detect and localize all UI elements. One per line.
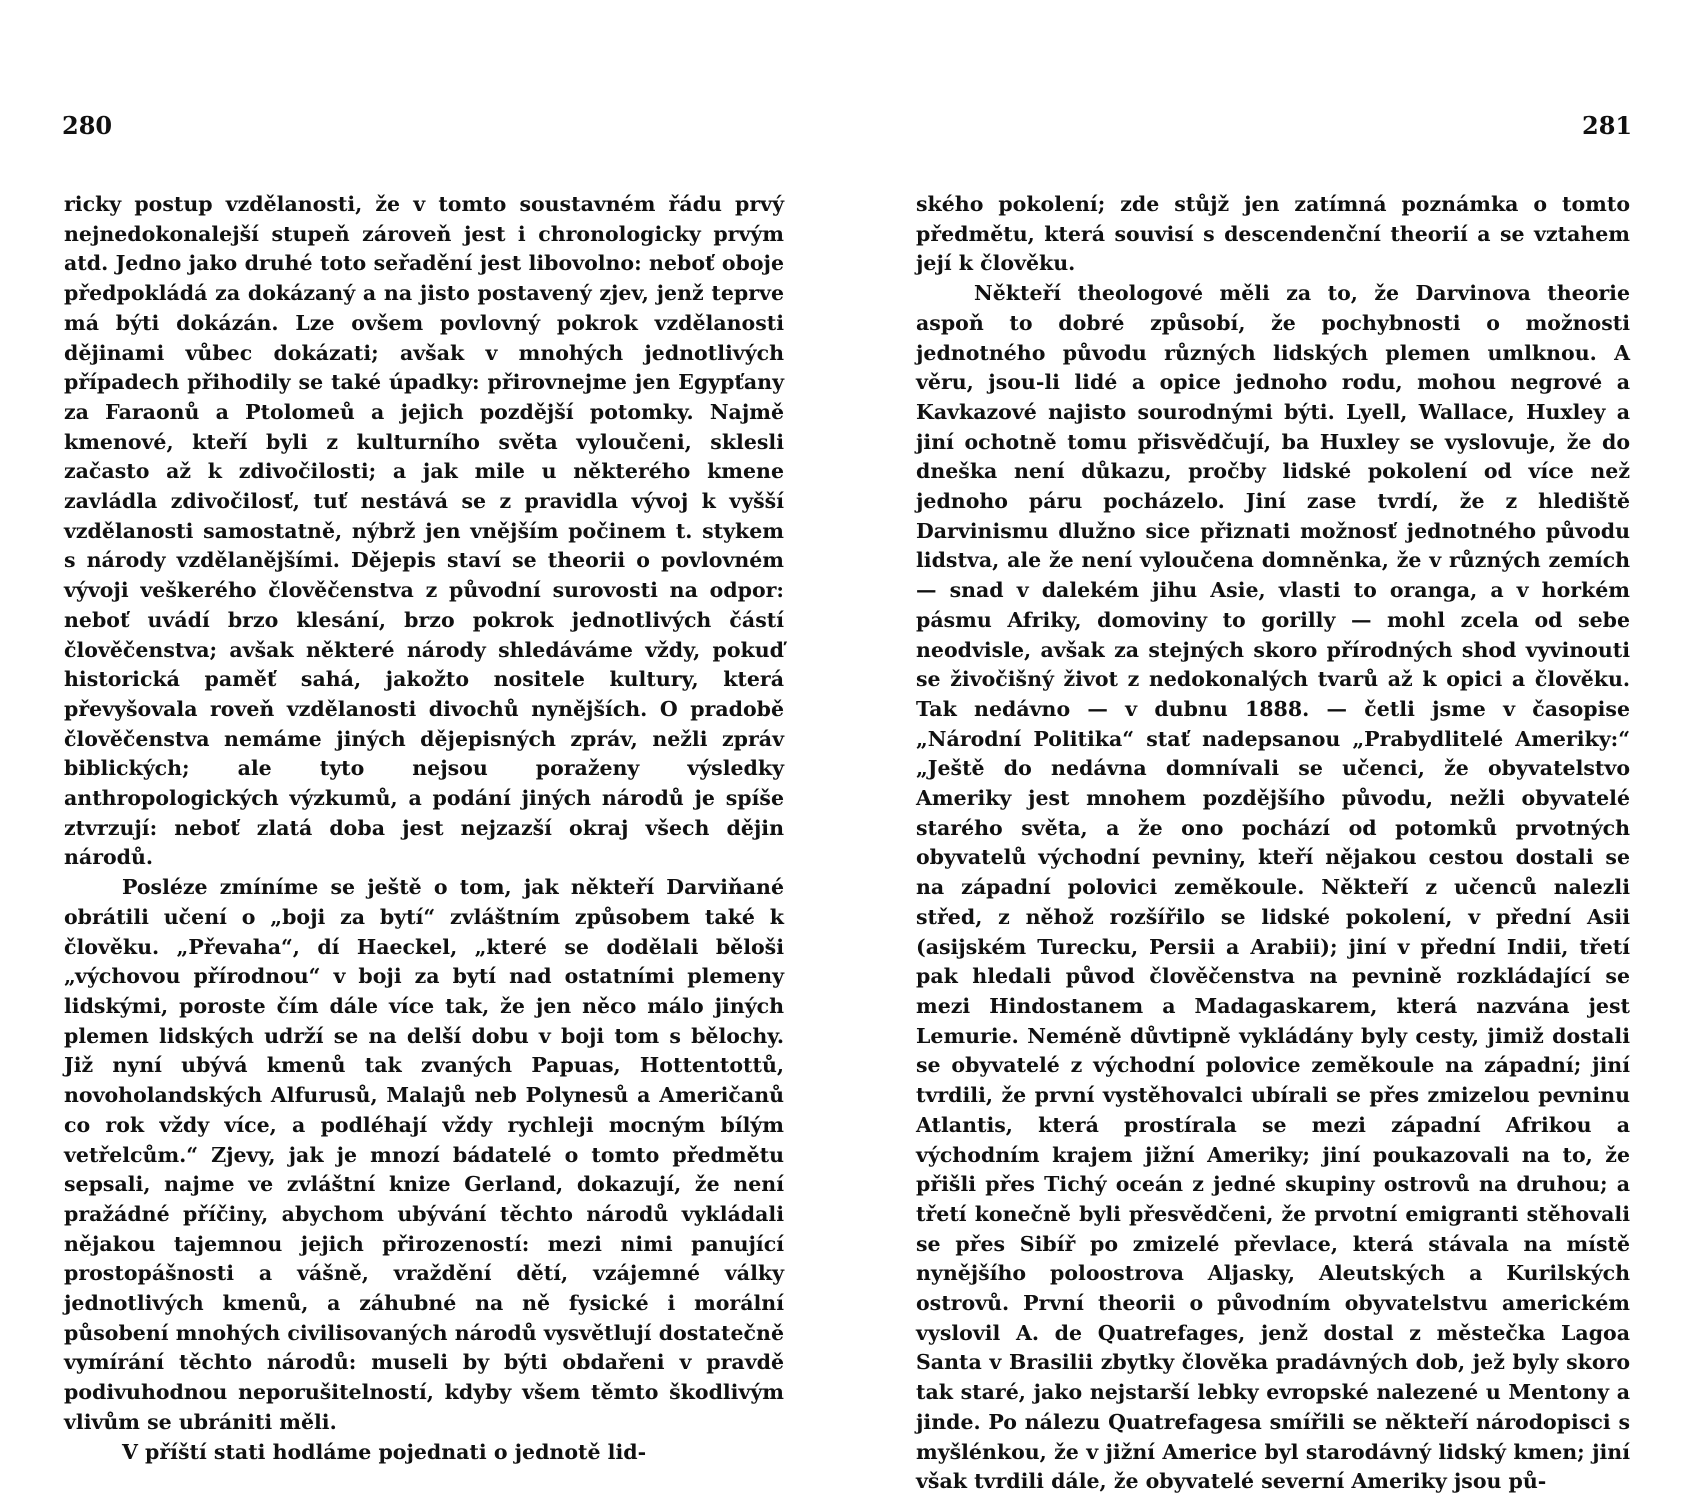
left-page-text (64, 190, 784, 1480)
page-number-right: 281 (1582, 111, 1633, 140)
right-page-text (916, 190, 1630, 1494)
paragraph: Posléze zmíníme se ještě o tom, jak někteří Darviňané obrátili učení o „boji za bytí“ zvláštním způsobem také k člověku. „Převaha“, dí Haeckel, „které se dodělali běloši „výchovou přírodnou“ v boji za bytí nad ostatními plemeny lidskými, poroste čím dále více tak, že jen něco málo jiných plemen lidských udrží se na delší dobu v boji tom s bělochy. Již nyní ubývá kmenů tak zvaných Papuas, Hottentottů, novoholandských Alfurusů, Malajů neb Polynesů a Američanů co rok vždy více, a podléhají vždy rychleji mocným bílým vetřelcům.“ Zjevy, jak je mnozí bádatelé o tomto předmětu sepsali, najme ve zvláštní knize Gerland, dokazují, že není pražádné příčiny, abychom ubývání těchto národů vykládali nějakou tajemnou jejich přirozeností: mezi nimi panující prostopášnosti a vášně, vraždění dětí, vzájemné války jednotlivých kmenů, a záhubné na ně fysické i morální působení mnohých civilisovaných národů vysvětlují dostatečně vymírání těchto národů: museli by býti obdařeni v pravdě podivuhodnou neporušitelností, kdyby všem těmto škodlivým vlivům se ubrániti měli. (64, 875, 784, 1434)
paragraph: Někteří theologové měli za to, že Darvinova theorie aspoň to dobré způsobí, že pochybnosti o možnosti jednotného původu různých lidských plemen umlknou. A věru, jsou-li lidé a opice jednoho rodu, mohou negrové a Kavkazové najisto sourodnými býti. Lyell, Wallace, Huxley a jiní ochotně tomu přisvědčují, ba Huxley se vyslovuje, že do dneška není důkazu, pročby lidské pokolení od více než jednoho páru pocházelo. Jiní zase tvrdí, že z hlediště Darvinismu dlužno sice přiznati možnosť jednotného původu lidstva, ale že není vyloučena domněnka, že v různých zemích — snad v dalekém jihu Asie, vlasti to oranga, a v horkém pásmu Afriky, domoviny to gorilly — mohl zcela od sebe neodvisle, avšak za stejných skoro přírodných shod vyvinouti se živočišný život z nedokonalých tvarů až k opici a člověku. Tak nedávno — v dubnu 1888. — četli jsme v časopise „Národní Politika“ stať nadepsanou „Prabydlitelé Ameriky:“ „Ještě do nedávna domnívali se učenci, že obyvatelstvo Ameriky jest mnohem pozdějšího původu, nežli obyvatelé starého světa, a že ono pochází od potomků prvotných obyvatelů východní pevniny, kteří nějakou cestou dostali se na západní polovici zeměkoule. Někteří z učenců nalezli střed, z něhož rozšířilo se lidské pokolení, v přední Asii (asijském Turecku, Persii a Arabii); jiní v přední Indii, třetí pak hledali původ člověčenstva na pevnině rozkládající se mezi Hindostanem a Madagaskarem, která nazvána jest Lemurie. Neméně důvtipně vykládány byly cesty, jimiž dostali se obyvatelé z východní polovice zeměkoule na západní; jiní tvrdili, že první vystěhovalci ubírali se přes zmizelou pevninu Atlantis, která prostírala se mezi západní Afrikou a východním krajem jižní Ameriky; jiní poukazovali na to, že přišli přes Tichý oceán z jedné skupiny ostrovů na druhou; a třetí konečně byli přesvědčeni, že prvotní emigranti stěhovali se přes Sibíř po zmizelé převlace, která stávala na místě nynějšího poloostrova Aljasky, Aleutských a Kurilských ostrovů. První theorii o původním obyvatelstvu americkém vyslovil A. de Quatrefages, jenž dostal z městečka Lagoa Santa v Brasilii zbytky člověka pradávných dob, jež byly skoro tak staré, jako nejstarší lebky evropské nalezené u Mentony a jinde. Po nálezu Quatrefagesa smířili se někteří národopisci s myšlénkou, že v jižní Americe byl starodávný lidský kmen; jiní však tvrdili dále, že obyvatelé severní Ameriky jsou pů- (916, 281, 1630, 1494)
paragraph: V příští stati hodláme pojednati o jednotě lid- (122, 1439, 647, 1464)
page-number-left: 280 (62, 111, 113, 140)
paragraph: ského pokolení; zde stůjž jen zatímná poznámka o tomto předmětu, která souvisí s descendenční theorií a se vztahem její k člověku. (916, 192, 1630, 276)
paragraph: ricky postup vzdělanosti, že v tomto soustavném řádu prvý nejnedokonalejší stupeň zároveň jest i chronologicky prvým atd. Jedno jako druhé toto seřadění jest libovolno: neboť oboje předpokládá za dokázaný a na jisto postavený zjev, jenž teprve má býti dokázán. Lze ovšem povlovný pokrok vzdělanosti dějinami vůbec dokázati; avšak v mnohých jednotlivých případech přihodily se také úpadky: přirovnejme jen Egypťany za Faraonů a Ptolomeů a jejich pozdější potomky. Najmě kmenové, kteří byli z kulturního světa vyloučeni, sklesli začasto až k zdivočilosti; a jak mile u některého kmene zavládla zdivočilosť, tuť nestává se z pravidla vývoj k vyšší vzdělanosti samostatně, nýbrž jen vnějším počinem t. stykem s národy vzdělanějšími. Dějepis staví se theorii o povlovném vývoji veškerého člověčenstva z původní surovosti na odpor: neboť uvádí brzo klesání, brzo pokrok jednotlivých částí člověčenstva; avšak některé národy shledáváme vždy, pokuď historická paměť sahá, jakožto nositele kultury, která převyšovala roveň vzdělanosti divochů nynějších. O pradobě člověčenstva nemáme jiných dějepisných zpráv, nežli zpráv biblických; ale tyto nejsou poraženy výsledky anthropologických výzkumů, a podání jiných národů je spíše ztvrzují: neboť zlatá doba jest nejzazší okraj všech dějin národů. (64, 192, 784, 870)
